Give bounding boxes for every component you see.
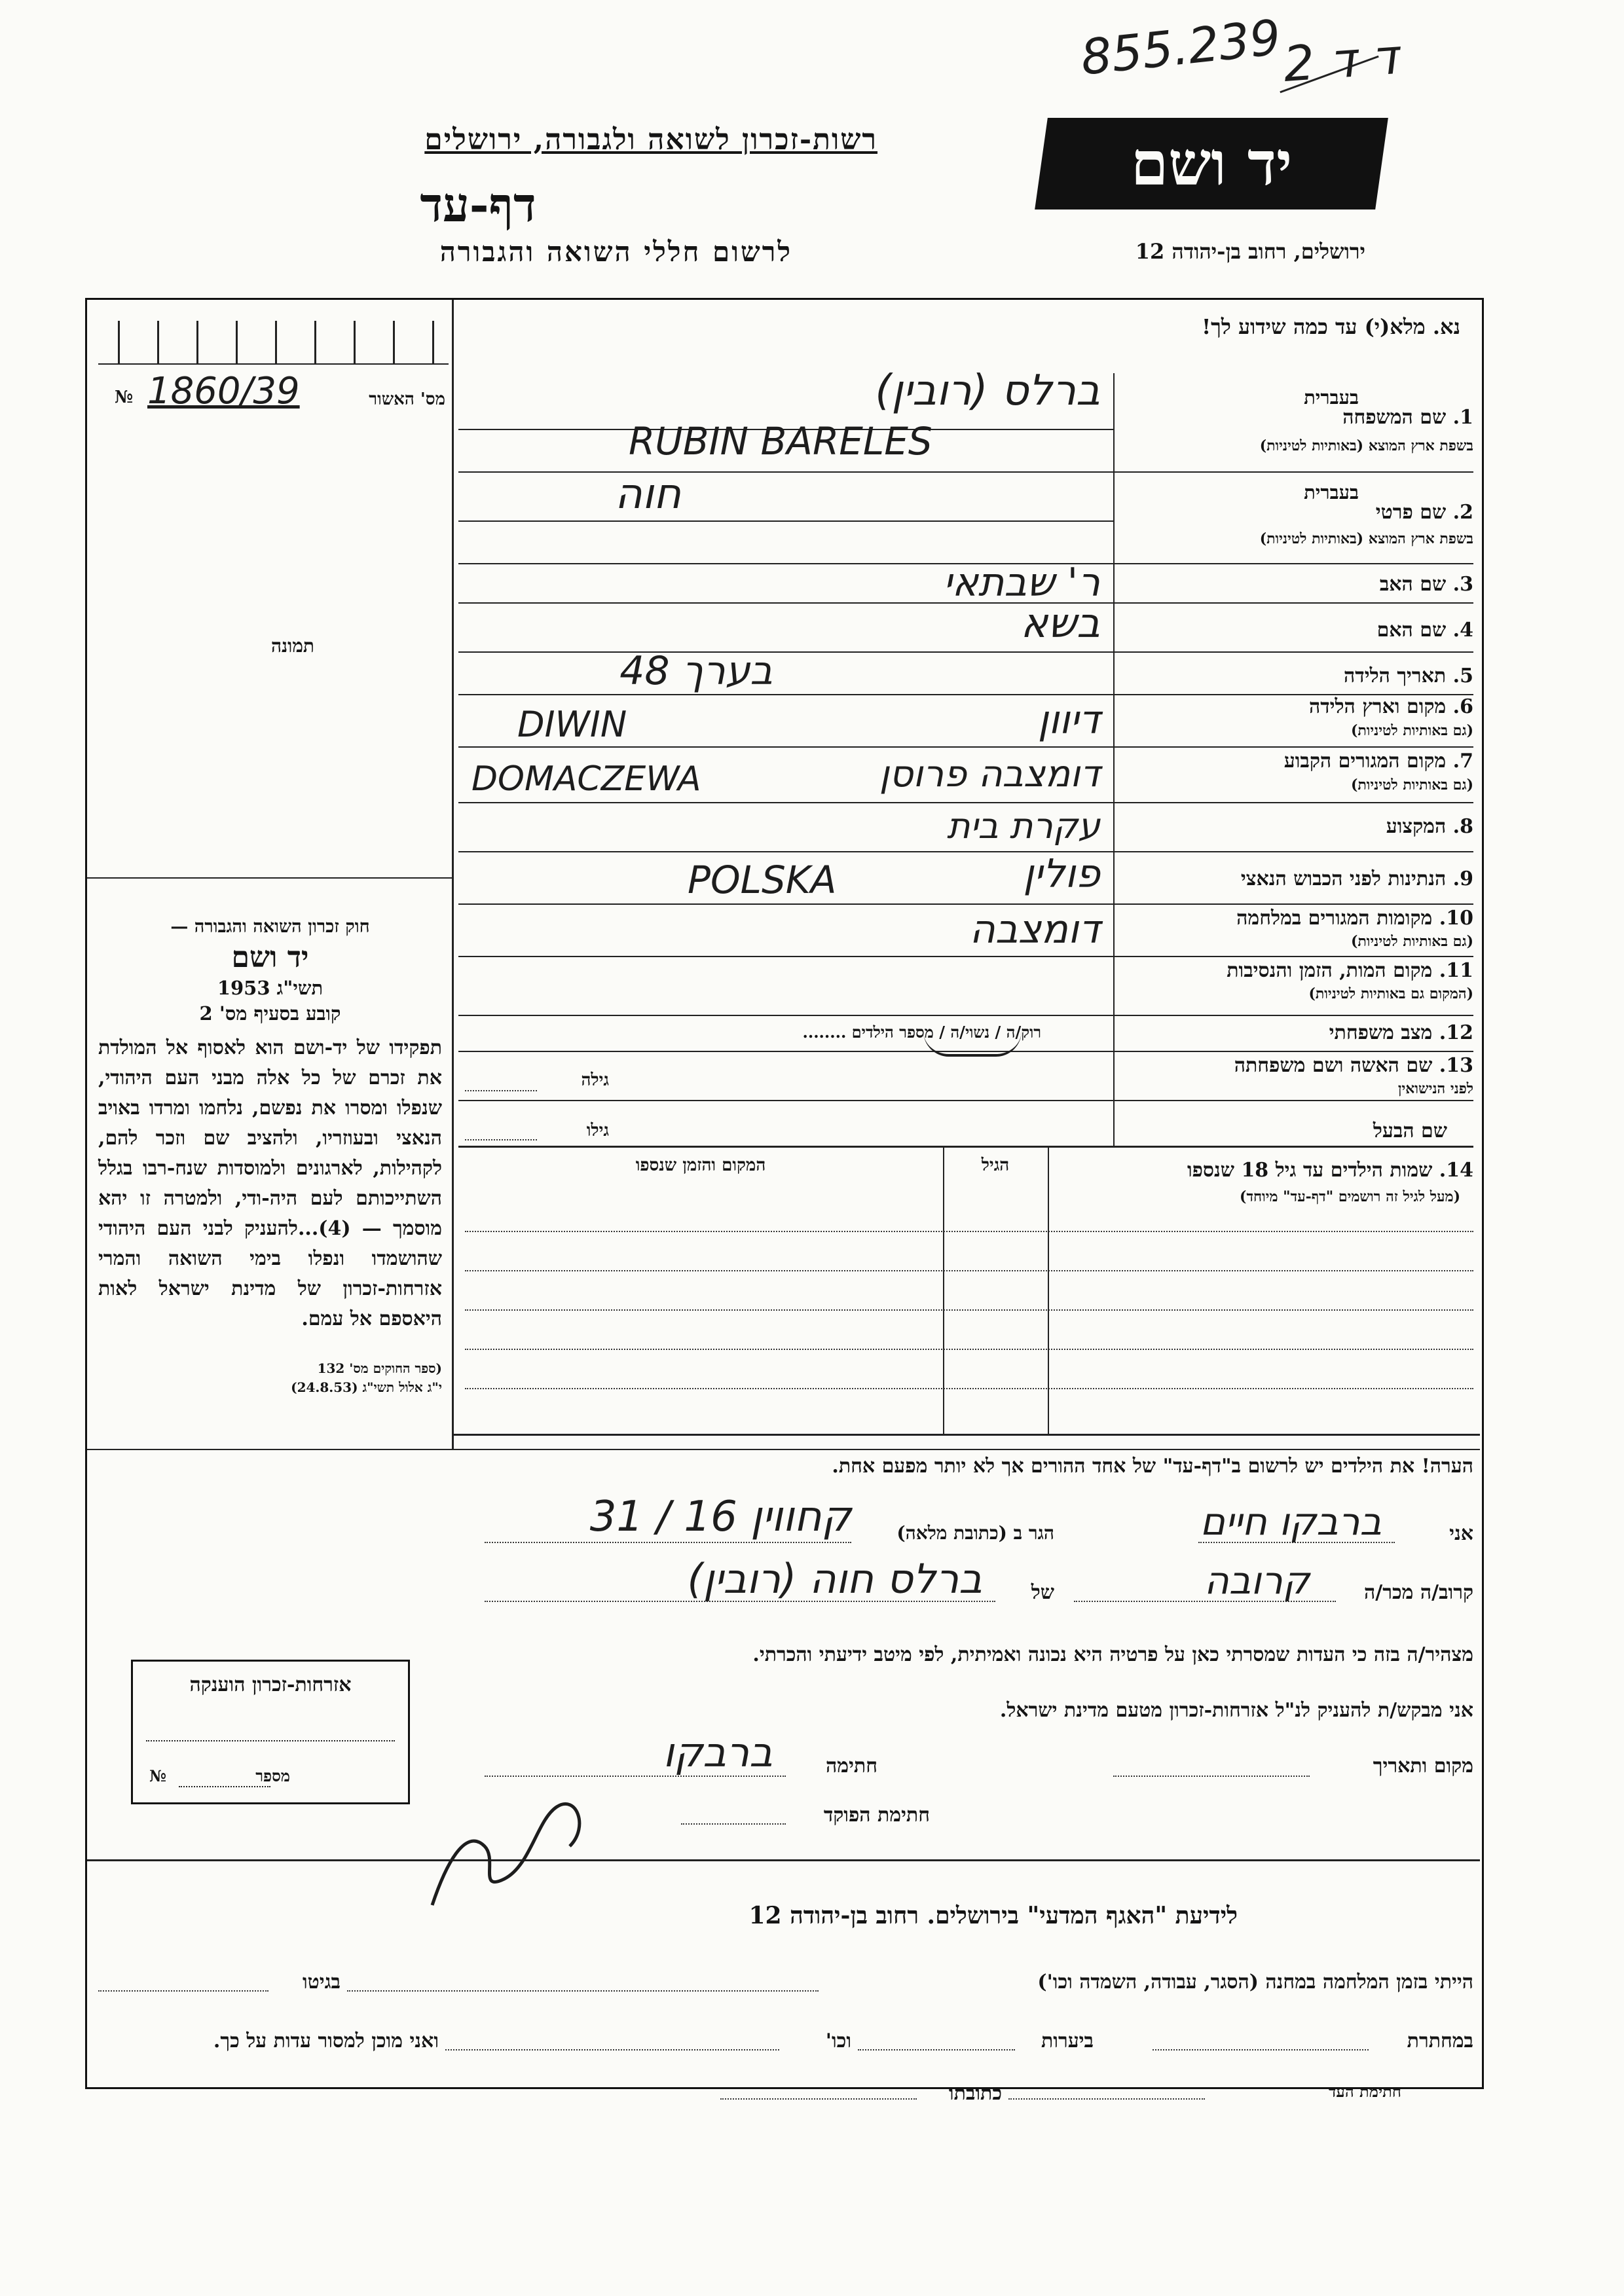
field-13-label: שם האשה ושם משפחתה [1234, 1054, 1433, 1077]
remark-text: הערה! את הילדים יש לרשום ב"דף-עד" של אחד ההורים אך לא יותר מפעם אחת. [832, 1455, 1473, 1478]
field-9-value[interactable]: פולין [1023, 851, 1100, 897]
field-5-value[interactable]: בערך 48 [619, 648, 773, 694]
field-5-num: 5. [1452, 665, 1473, 687]
field-1-value-latin[interactable]: RUBIN BARELES [629, 419, 932, 464]
col-place-header: המקום והזמן שנספו [635, 1156, 766, 1175]
law-date: י"ג אלול תשי"ג (24.8.53) [291, 1379, 442, 1395]
bottom-line3a: כתובתו [948, 2082, 1002, 2105]
field-6-note: (גם באותיות לטיניות) [1350, 722, 1473, 739]
document-title: דף-עד [420, 177, 536, 232]
bottom-line1b: בגיטו [302, 1971, 341, 1994]
victim-name-ref[interactable]: ברלס חוה (רובין) [687, 1555, 982, 1603]
archive-number: 855.239 [1078, 9, 1283, 86]
bottom-line2b: ביערות [1041, 2030, 1094, 2052]
age-label: גילה [581, 1070, 609, 1090]
field-7-value[interactable]: דומצבה פרוסן [879, 753, 1100, 795]
yad-vashem-logo [1035, 118, 1388, 210]
bottom-line2a: במחתרת [1407, 2030, 1473, 2052]
declaration-divider [87, 1449, 1480, 1450]
field-6-label: מקום וארץ הלידה [1308, 695, 1447, 718]
law-year: תשי"ג 1953 [217, 977, 323, 999]
law-name: יד ושם [231, 941, 309, 974]
husband-label: שם הבעל [1373, 1120, 1447, 1142]
field-10-note: (גם באותיות לטיניות) [1350, 933, 1473, 950]
field-1-value[interactable]: ברלס (רובין) [875, 367, 1100, 415]
field-14-label: שמות הילדים עד גיל 18 שנספו [1187, 1159, 1433, 1182]
marital-selection-mark [923, 1031, 1022, 1057]
field-7-label: מקום המגורים הקבוע [1283, 750, 1447, 773]
field-1-label: שם המשפחה [1342, 406, 1447, 429]
field-10-label: מקומות המגורים במלחמה [1236, 907, 1433, 930]
logo-text: יד ושם [1130, 128, 1293, 199]
field-8-value[interactable]: עקרת בית [946, 805, 1100, 847]
serial-value: 1860/39 [147, 370, 300, 412]
bottom-line2c: וכו' [825, 2030, 851, 2052]
citizenship-number-label: מספר [255, 1766, 290, 1785]
instruction-text: נא. מלא(י) עד כמה שידוע לך! [1202, 314, 1460, 339]
request-text: אני מבקש/ת להעניק לנ"ל אזרחות-זכרון מטעם מדינת ישראל. [999, 1699, 1473, 1722]
field-1-num: 1. [1452, 406, 1473, 429]
field-11-note: (המקום גם באותיות לטיניות) [1308, 985, 1473, 1002]
signature-label: חתימה [826, 1755, 877, 1777]
archive-code: 2 ד ד [1282, 29, 1400, 93]
field-3-label: שם האב [1379, 573, 1447, 596]
field-4-value[interactable]: בשא [1020, 599, 1100, 647]
field-9-value-latin[interactable]: POLSKA [688, 858, 837, 902]
husband-age-label: גילו [586, 1121, 609, 1140]
citizenship-box [131, 1660, 410, 1804]
law-source: (ספר החוקים מס' 132 [317, 1360, 442, 1376]
law-block [98, 917, 442, 1396]
field-12-label: מצב משפחתי [1329, 1021, 1433, 1044]
bottom-line2d: ואני מוכן למסור עדות על כך. [213, 2030, 439, 2052]
field-11-label: מקום המות, הזמן והנסיבות [1227, 959, 1433, 982]
declarant-name[interactable]: ברבקו חיים [1200, 1499, 1382, 1544]
residing-label: הגר ב (כתובת מלאה) [896, 1522, 1054, 1544]
field-11-num: 11. [1439, 959, 1473, 982]
field-13-num: 13. [1439, 1054, 1473, 1077]
col-age-header: הגיל [981, 1156, 1010, 1175]
marital-options[interactable]: רוק/ה / נשוי/ה / מספר הילדים ........ [802, 1023, 1041, 1042]
bottom-divider [87, 1859, 1480, 1861]
field-9-label: הנתינות לפני הכבוש הנאצי [1240, 867, 1447, 890]
law-title: חוק זכרון השואה והגבורה — [170, 917, 370, 937]
field-4-label: שם האם [1376, 619, 1447, 642]
field-3-value[interactable]: ר' שבתאי [943, 560, 1100, 606]
field-9-num: 9. [1452, 867, 1473, 890]
field-10-value[interactable]: דומצבה [969, 907, 1100, 953]
field-14-note: (מעל לגיל זה רושמים "דף-עד" מיוחד) [1240, 1188, 1460, 1205]
field-2-value[interactable]: חוה [614, 470, 681, 519]
serial-box-bottom [98, 363, 449, 365]
header-address: ירושלים, רחוב בן-יהודה 12 [1135, 239, 1365, 264]
law-section: קובע בסעיף מס' 2 [199, 1002, 341, 1025]
field-10-num: 10. [1439, 907, 1473, 930]
bottom-line1a: הייתי בזמן המלחמה במחנה (הסגר, עבודה, השמדה וכו') [1037, 1971, 1473, 1994]
label-column-divider [1113, 373, 1115, 1146]
relation-value[interactable]: קרובה [1204, 1558, 1310, 1603]
field-7-num: 7. [1452, 750, 1473, 773]
place-date-label: מקום ותאריך [1373, 1755, 1473, 1777]
citizenship-no-mark: № [149, 1766, 167, 1785]
declaration-me: אני [1449, 1522, 1473, 1545]
field-8-label: המקצוע [1386, 815, 1447, 838]
official-signature-label: חתימת הפוקד [823, 1804, 930, 1827]
field-6-num: 6. [1452, 695, 1473, 718]
law-divider [87, 877, 452, 879]
photo-label: תמונה [270, 635, 314, 657]
field-14-num: 14. [1439, 1159, 1473, 1182]
citizenship-box-title: אזרחות-זכרון הוענקה [189, 1673, 352, 1696]
bottom-title: לידיעת "האגף המדעי" בירושלים. רחוב בן-יהודה 12 [748, 1902, 1238, 1929]
in-hebrew-1: בעברית [1304, 386, 1359, 409]
serial-no-mark: № [115, 388, 134, 407]
field-8-num: 8. [1452, 815, 1473, 838]
serial-label: מס' האשור [369, 390, 445, 409]
field-1-note: בשפת ארץ המוצא (באותיות לטיניות) [1259, 437, 1473, 454]
official-signature-scribble [406, 1768, 602, 1918]
relative-label: קרוב/ה מכר/ה [1364, 1581, 1473, 1604]
law-text: תפקידו של יד-ושם הוא לאסוף אל המולדת את זכרם של כל אלה מבני העם היהודי, שנפלו ומסרו את נפשם, נלחמו ומרדו באויב הנאצי ובעוזריו, ולהציב שם וזכר להם, לקהילות, לארגונים ולמוסדות שנח-רבו בגלל השתייכותם לעם היה-ודי, ולמטרה זו יהא מוסמך — (4)...להעניק לבני העם היהודי שהושמדו ונפלו בימי השואה והמרי אזרחות-זכרון של מדינת ישראל לאות היאספם אל עמם. [98, 1036, 442, 1330]
bottom-line3b: חתימת העד [1328, 2082, 1401, 2101]
statement-text: מצהיר/ה בזה כי העדות שמסרתי כאן על פרטיה היא נכונה ואמיתית, לפי מיטב ידיעתי והכרתי. [752, 1643, 1473, 1666]
field-3-num: 3. [1452, 573, 1473, 596]
field-6-value[interactable]: דיוון [1037, 697, 1100, 743]
field-2-note: בשפת ארץ המוצא (באותיות לטיניות) [1259, 530, 1473, 547]
field-7-note: (גם באותיות לטיניות) [1350, 776, 1473, 793]
field-5-label: תאריך הלידה [1344, 665, 1447, 687]
field-7-value-latin[interactable]: DOMACZEWA [471, 759, 701, 799]
declarant-signature[interactable]: ברבקו [663, 1728, 773, 1776]
field-4-num: 4. [1452, 619, 1473, 642]
field-2-num: 2. [1452, 501, 1473, 524]
document-subtitle: לרשום חללי השואה והגבורה [439, 236, 792, 268]
declarant-address[interactable]: קחווין 16 / 31 [589, 1493, 851, 1541]
in-hebrew-2: בעברית [1304, 481, 1359, 503]
field-6-value-latin[interactable]: DIWIN [517, 704, 627, 745]
field-13-note: לפני הנישואין [1397, 1080, 1473, 1097]
of-label: של [1031, 1581, 1054, 1604]
field-2-label: שם פרטי [1375, 501, 1447, 524]
left-column-divider [452, 300, 454, 1449]
authority-title: רשות-זכרון לשואה ולגבורה, ירושלים [424, 123, 877, 156]
field-12-num: 12. [1439, 1021, 1473, 1044]
